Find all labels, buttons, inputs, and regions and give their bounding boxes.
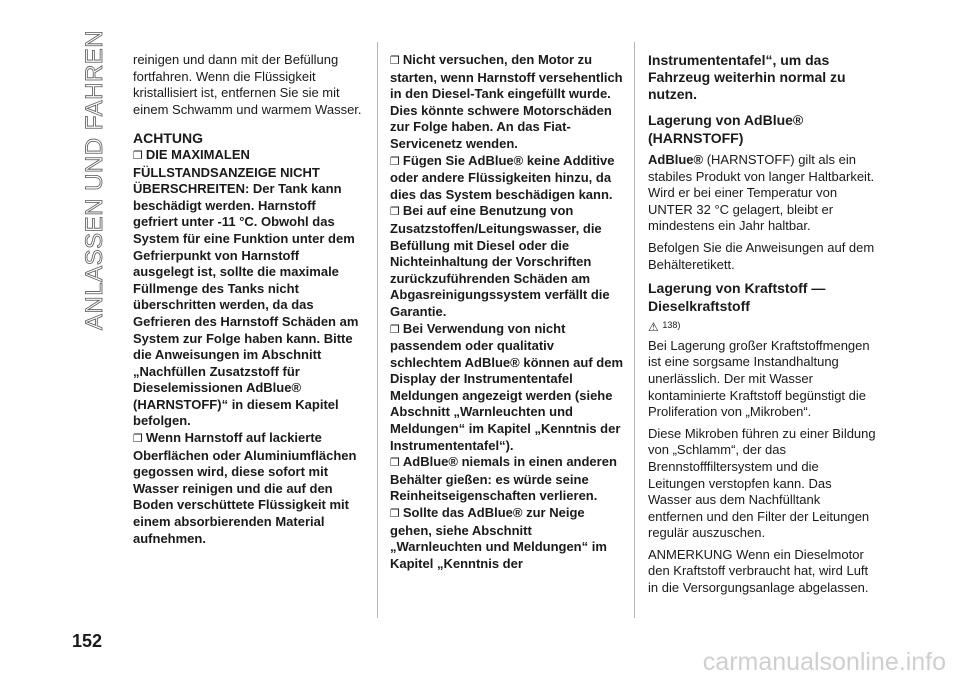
warning-item	[390, 203, 626, 320]
section-heading-fuel-storage: Lagerung von Kraftstoff — Dieselkraftstoff	[648, 280, 826, 315]
bullet-icon: ❐	[390, 206, 400, 219]
warning-reference	[648, 317, 878, 336]
bullet-icon: ❐	[390, 155, 400, 168]
warning-item-text: Bei Verwendung von nicht passendem oder qualitativ schlechtem AdBlue® können auf dem Display der Instrumententafel Meldungen angezeigt werden (siehe Abschnitt „Warnleuchten und Meldungen“ im Kapitel „Kenntnis der Instrumententafel“).	[390, 320, 624, 453]
watermark: carmanualsonline.info	[702, 648, 946, 676]
column-3	[648, 52, 878, 602]
bullet-icon: ❐	[390, 508, 400, 521]
warning-item-text: Fügen Sie AdBlue® keine Additive oder andere Flüssigkeiten hinzu, da dies das System beschädigen kann.	[390, 152, 615, 202]
warning-item-text: Sollte das AdBlue® zur Neige gehen, siehe Abschnitt „Warnleuchten und Meldungen“ im Kapitel „Kenntnis der	[390, 505, 607, 571]
bullet-icon: ❐	[390, 55, 400, 67]
warning-item-text: Bei auf eine Benutzung von Zusatzstoffen/Leitungswasser, die Befüllung mit Diesel oder die Nichteinhaltung der Vorschriften zurückzuführenden Schäden am Abgasreinigungssystem verfällt die Garantie.	[390, 203, 610, 319]
column-divider-2	[634, 42, 635, 618]
warning-heading: ACHTUNG	[133, 130, 203, 147]
warning-item	[390, 52, 626, 153]
bullet-icon: ❐	[390, 323, 400, 336]
warning-item	[390, 153, 626, 204]
chapter-side-title-text: ANLASSEN UND FAHREN	[81, 29, 108, 331]
reference-number: 138)	[662, 320, 681, 331]
bullet-icon: ❐	[390, 457, 400, 470]
adblue-storage-paragraph	[648, 152, 878, 235]
warning-item	[390, 321, 626, 455]
warning-triangle-icon: ⚠	[648, 320, 659, 335]
adblue-storage-text: (HARNSTOFF) gilt als ein stabiles Produkt von langer Haltbarkeit. Wird er bei einer Temperatur von UNTER 32 °C gelagert, bleibt er mindestens ein Jahr haltbar.	[648, 152, 875, 234]
chapter-side-title	[80, 29, 110, 331]
column-2	[390, 52, 626, 577]
continued-warning-text: Instrumententafel“, um das Fahrzeug weiterhin normal zu nutzen.	[648, 52, 846, 102]
note-paragraph: ANMERKUNG Wenn ein Dieselmotor den Kraftstoff verbraucht hat, wird Luft in die Versorgungsanlage abgelassen.	[648, 546, 869, 596]
intro-paragraph: reinigen und dann mit der Befüllung fortfahren. Wenn die Flüssigkeit kristallisiert ist, entfernen Sie sie mit einem Schwamm und warmem Wasser.	[133, 52, 362, 117]
adblue-lead-term: AdBlue®	[648, 152, 704, 167]
section-heading-adblue-storage: Lagerung von AdBlue® (HARNSTOFF)	[648, 112, 804, 146]
bullet-icon: ❐	[133, 433, 143, 446]
warning-item	[133, 147, 363, 430]
warning-item-text: AdBlue® niemals in einen anderen Behälter gießen: es würde seine Reinheitseigenschaften verlieren.	[390, 454, 617, 504]
warning-item	[390, 505, 626, 572]
microbes-paragraph: Diese Mikroben führen zu einer Bildung von „Schlamm“, der das Brennstofffiltersystem und die Leitungen verstopfen kann. Das Wasser aus dem Nachfülltank entfernen und den Filter der Leitungen regulär auszuschen.	[648, 425, 876, 541]
warning-item-text: Nicht versuchen, den Motor zu starten, wenn Harnstoff versehentlich in den Diesel-Tank eingefüllt wurde. Dies könnte schwere Motorschäden zur Folge haben. An das Fiat-Servicenetz wenden.	[390, 52, 623, 151]
fuel-storage-paragraph: Bei Lagerung großer Kraftstoffmengen ist eine sorgsame Instandhaltung unerlässlich. Der mit Wasser kontaminierte Kraftstoff begünstigt die Proliferation von „Mikroben“.	[648, 337, 870, 420]
warning-item-text: Wenn Harnstoff auf lackierte Oberflächen oder Aluminiumflächen gegossen wird, diese sofort mit Wasser reinigen und die auf den Boden verschüttete Flüssigkeit mit einem absorbierenden Material aufnehmen.	[133, 430, 357, 546]
warning-item	[133, 430, 363, 547]
bullet-icon: ❐	[133, 149, 143, 162]
column-divider-1	[377, 42, 378, 618]
page-number: 152	[72, 631, 103, 651]
warning-item-text: DIE MAXIMALEN FÜLLSTANDSANZEIGE NICHT ÜBERSCHREITEN: Der Tank kann beschädigt werden. Harnstoff gefriert unter -11 °C. Obwohl das System für eine Funktion unter dem Gefrierpunkt von Harnstoff ausgelegt ist, sollte die maximale Füllmenge des Tanks nicht überschritten werden, da das Gefrieren des Harnstoff Schäden am System zur Folge haben kann. Bitte die Anweisungen im Abschnitt „Nachfüllen Zusatzstoff für Dieselemissionen AdBlue® (HARNSTOFF)“ in diesem Kapitel befolgen.	[133, 146, 359, 429]
warning-item	[390, 454, 626, 505]
label-instructions-paragraph: Befolgen Sie die Anweisungen auf dem Behälteretikett.	[648, 239, 875, 272]
column-1	[133, 52, 363, 552]
